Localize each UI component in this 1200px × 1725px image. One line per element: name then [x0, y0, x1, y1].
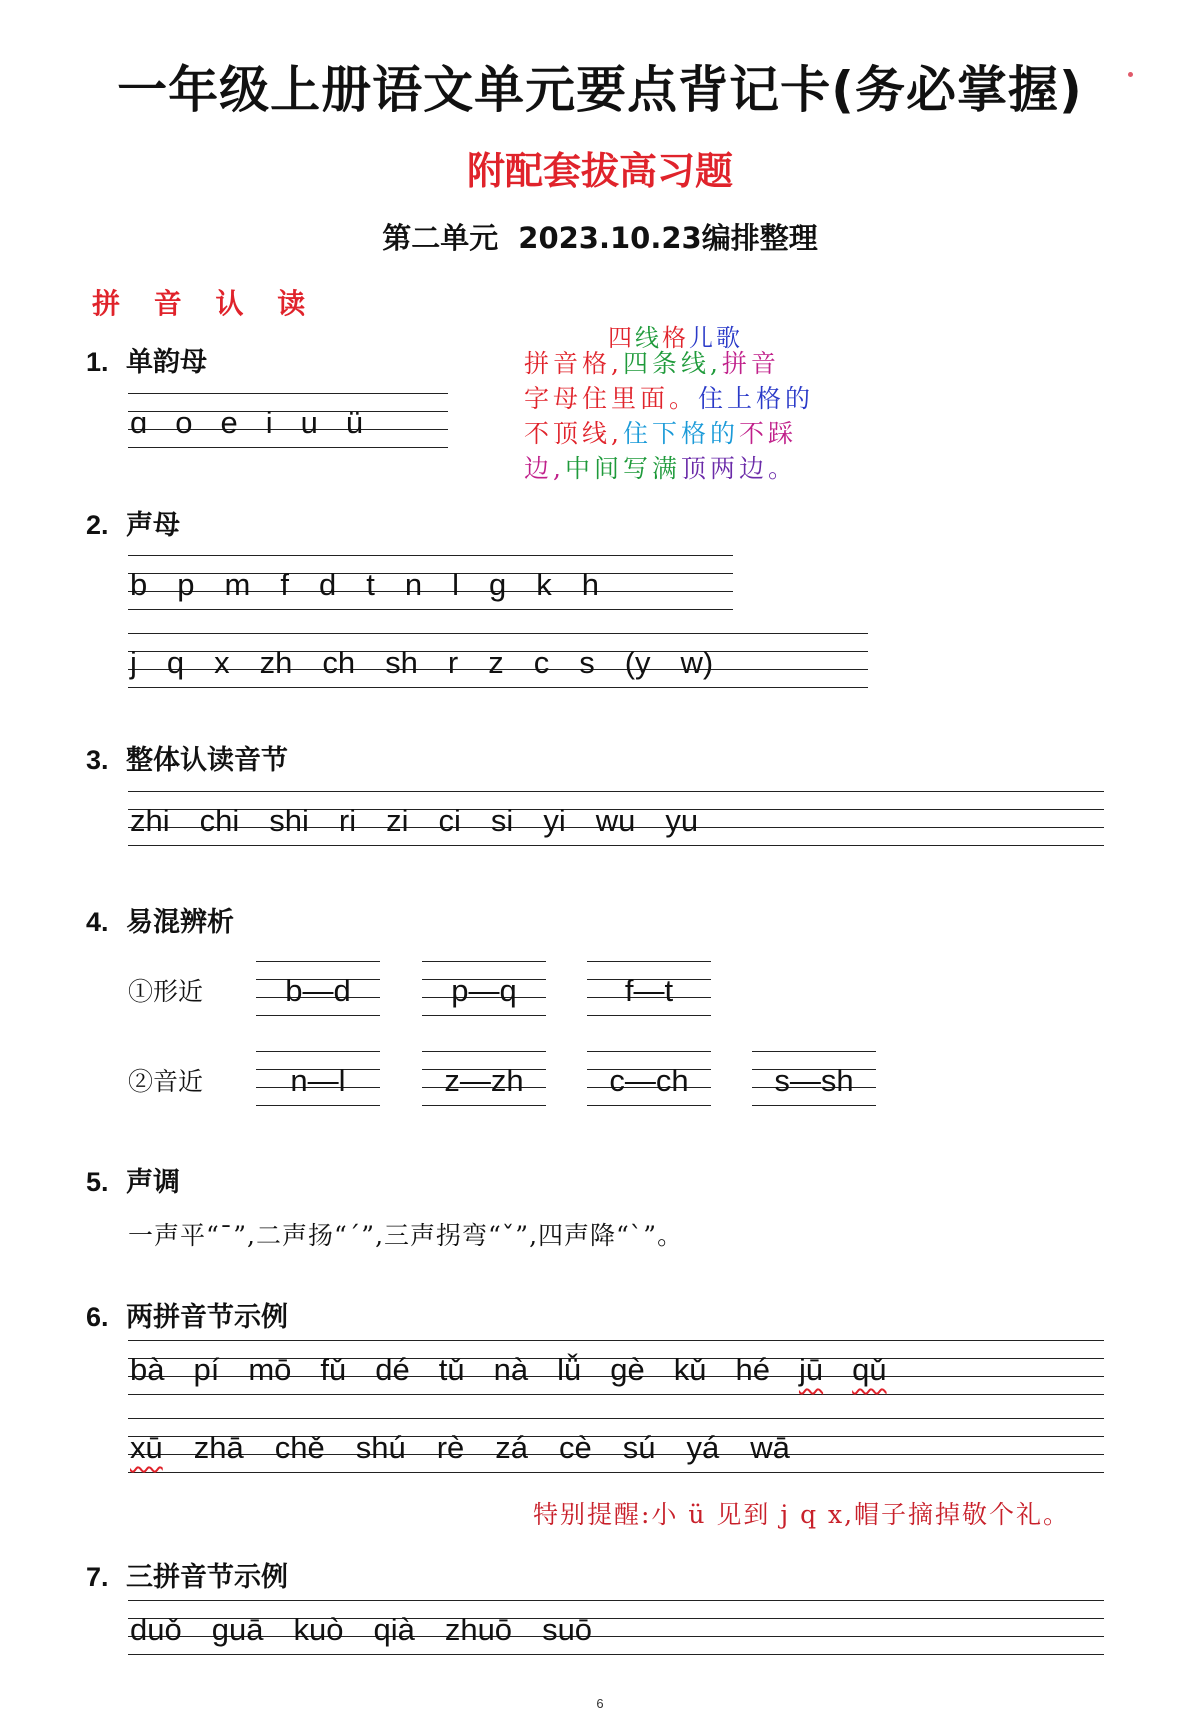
unit-date-note: 2023.10.23编排整理 [518, 221, 818, 255]
s3-grid [128, 791, 1104, 847]
pair-text: p—q [451, 973, 517, 1008]
poem-segment: 顶两边。 [680, 454, 797, 483]
s3-syllables [128, 796, 1104, 836]
pair-grid [587, 961, 711, 1017]
s6-syllable-item: lǚ [557, 1352, 582, 1387]
s3-heading: 3. 整体认读音节 [86, 745, 288, 776]
s6-syllable-item: hé [735, 1352, 770, 1387]
s1-letter-item: e [220, 405, 238, 440]
pair-grid [587, 1051, 711, 1107]
s2-initial-item: f [280, 567, 289, 602]
pair-grid [422, 961, 546, 1017]
poem-line [524, 346, 814, 381]
s6-reminder: 特别提醒:小 ü 见到 j q x,帽子摘掉敬个礼。 [533, 1500, 1071, 1529]
s7-syllables [128, 1605, 1104, 1645]
s2-initial-item: n [404, 567, 423, 602]
s2-initial-item: p [177, 567, 195, 602]
pair-text: c—ch [609, 1063, 689, 1098]
poem-segment: 字母住里面。 [524, 384, 699, 413]
s2-initial-item: sh [385, 645, 418, 680]
s1-letter-item: u [300, 405, 318, 440]
page-subtitle: 附配套拔高习题 [466, 149, 733, 193]
poem-segment: 不踩 [738, 419, 797, 448]
s2-heading: 2. 声母 [86, 510, 180, 541]
s6-syllable-item: kǔ [673, 1352, 707, 1387]
s5-heading: 5. 声调 [86, 1167, 180, 1198]
s7-syllable-item: duǒ [130, 1612, 182, 1647]
s1-letter-item: i [265, 405, 273, 440]
pair-grid [422, 1051, 546, 1107]
pair-grid [256, 1051, 380, 1107]
s6-syllable-item: fǔ [320, 1352, 347, 1387]
s2-initial-item: g [488, 567, 507, 602]
s4-shape-label: ①形近 [128, 977, 204, 1006]
s2-grid-row1 [128, 555, 733, 611]
s7-syllable-item: suō [542, 1612, 593, 1647]
s5-tone-text: 一声平“ˉ”,二声扬“ˊ”,三声拐弯“ˇ”,四声降“ˋ”。 [128, 1221, 684, 1250]
s6-syllable-item: qǔ [852, 1352, 887, 1387]
s6-syllable-item: cè [559, 1430, 592, 1465]
s3-syllable-item: wu [595, 803, 636, 838]
s2-initials-row1 [128, 560, 733, 600]
s2-initial-item: z [488, 645, 504, 680]
page-number: 6 [596, 1696, 604, 1711]
s6-syllable-item: tǔ [438, 1352, 465, 1387]
s6-syllable-item: nà [493, 1352, 529, 1387]
s1-letter-item: o [175, 405, 193, 440]
poem-segment: 边, [524, 454, 565, 483]
s2-initial-item: b [130, 567, 148, 602]
s2-initial-item: (y [624, 645, 651, 680]
s6-syllable-item: dé [375, 1352, 410, 1387]
s3-syllable-item: chi [199, 803, 240, 838]
s4-heading: 4. 易混辨析 [86, 907, 234, 938]
s4-sound-label: ②音近 [128, 1067, 204, 1096]
poem-line [524, 381, 814, 416]
poem-line [524, 451, 814, 486]
s7-syllable-item: kuò [293, 1612, 344, 1647]
poem-line [524, 416, 814, 451]
s6-syllable-item: pí [193, 1352, 220, 1387]
poem-body [524, 346, 814, 486]
poem-segment: 四条线, [622, 349, 722, 378]
s7-grid [128, 1600, 1104, 1656]
s2-grid-row2 [128, 633, 868, 689]
s6-syllables-row1 [128, 1345, 1104, 1385]
s2-initial-item: zh [259, 645, 293, 680]
s7-heading: 7. 三拼音节示例 [86, 1562, 288, 1593]
s1-letter-item: ɑ [130, 405, 148, 440]
s2-initial-item: t [366, 567, 375, 602]
s6-syllable-item: yá [686, 1430, 720, 1465]
s2-initial-item: x [214, 645, 230, 680]
s3-syllable-item: ri [338, 803, 357, 838]
s6-heading: 6. 两拼音节示例 [86, 1302, 288, 1333]
s6-syllable-item: zhā [193, 1430, 244, 1465]
s2-initial-item: l [452, 567, 459, 602]
s1-letter-item: ü [345, 405, 364, 440]
poem-segment: 拼音 [721, 349, 780, 378]
s3-syllable-item: yu [665, 803, 699, 838]
s7-syllable-item: guā [211, 1612, 264, 1647]
s3-syllable-item: ci [438, 803, 461, 838]
poem-title: 四线格儿歌 [608, 324, 743, 352]
poem-segment: 拼音格, [524, 349, 623, 378]
s2-initial-item: r [447, 645, 459, 680]
poem-segment: 中间写满 [564, 454, 681, 483]
s3-syllable-item: zhi [130, 803, 170, 838]
s2-initial-item: d [318, 567, 337, 602]
s2-initials-row2 [128, 638, 868, 678]
s1-heading: 1. 单韵母 [86, 347, 207, 378]
s2-initial-item: w) [680, 645, 714, 680]
decorative-dot [1128, 72, 1133, 77]
pair-text: f—t [624, 973, 674, 1008]
s6-grid-row2 [128, 1418, 1104, 1474]
s7-syllable-item: zhuō [444, 1612, 513, 1647]
s2-initial-item: m [224, 567, 251, 602]
pair-grid [256, 961, 380, 1017]
s6-syllable-item: zá [495, 1430, 529, 1465]
s6-syllable-item: xū [130, 1430, 163, 1465]
s6-syllable-item: wā [750, 1430, 790, 1465]
s2-initial-item: c [533, 645, 550, 680]
s2-initial-item: k [536, 567, 552, 602]
s2-initial-item: q [166, 645, 185, 680]
s6-syllables-row2 [128, 1423, 1104, 1463]
s6-syllable-item: bà [130, 1352, 165, 1387]
poem-segment: 住上格的 [698, 384, 815, 413]
s1-letters [128, 398, 448, 438]
s3-syllable-item: si [490, 803, 514, 838]
section-label: 拼 音 认 读 [92, 287, 318, 320]
s6-syllable-item: sú [622, 1430, 656, 1465]
s3-syllable-item: zi [386, 803, 409, 838]
pair-text: z—zh [444, 1063, 524, 1098]
pair-text: s—sh [774, 1063, 854, 1098]
unit-name: 第二单元 [382, 221, 499, 255]
s2-initial-item: ch [322, 645, 356, 680]
s6-syllable-item: gè [610, 1352, 645, 1387]
s2-initial-item: h [581, 567, 599, 602]
s6-syllable-item: mō [248, 1352, 292, 1387]
poem-segment: 不顶线, [524, 419, 623, 448]
s7-syllable-item: qià [373, 1612, 415, 1647]
pair-text: n—l [290, 1063, 346, 1098]
s1-grid [128, 393, 448, 449]
s3-syllable-item: yi [543, 803, 566, 838]
s6-syllable-item: chě [274, 1430, 325, 1465]
pair-text: b—d [285, 973, 351, 1008]
s6-syllable-item: rè [436, 1430, 465, 1465]
s6-syllable-item: jū [798, 1352, 824, 1387]
s2-initial-item: j [130, 645, 137, 680]
s2-initial-item: s [579, 645, 595, 680]
s3-syllable-item: shi [269, 803, 309, 838]
unit-line [0, 216, 1200, 257]
s6-grid-row1 [128, 1340, 1104, 1396]
pair-grid [752, 1051, 876, 1107]
poem-segment: 住下格的 [622, 419, 739, 448]
page-title: 一年级上册语文单元要点背记卡(务必掌握) [117, 61, 1083, 119]
s6-syllable-item: shú [355, 1430, 406, 1465]
